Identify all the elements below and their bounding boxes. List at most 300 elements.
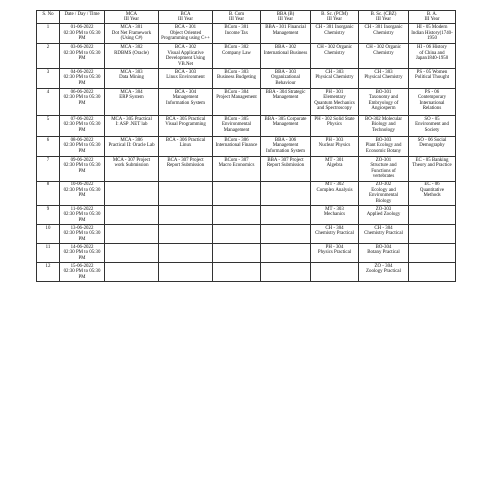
paper-cell [105, 115, 159, 136]
header-text: III Year [124, 17, 139, 23]
serial-number: 12 [37, 262, 60, 281]
header-text: III Year [178, 17, 193, 23]
paper-text: MT - 302 [325, 182, 344, 188]
table-row [37, 206, 456, 225]
header-text: B. Sc. (CBZ) [370, 11, 397, 17]
paper-text: Botany Practical [367, 250, 400, 256]
serial-number: 5 [37, 115, 60, 136]
paper-text: Management [272, 143, 299, 149]
paper-cell [359, 262, 409, 281]
date-line: PM [78, 236, 86, 242]
header-row [37, 11, 456, 24]
header-text: B. A. [426, 11, 438, 17]
column-header [105, 11, 159, 24]
paper-text: BO-304 [375, 244, 392, 250]
paper-cell [159, 181, 213, 206]
paper-text: Management [223, 127, 250, 133]
paper-text: Visual Programming [165, 122, 206, 128]
paper-cell [359, 115, 409, 136]
paper-text: MCA - 302 [120, 44, 143, 50]
paper-text: Linux [179, 143, 192, 149]
paper-text: Business Budgeting [217, 75, 256, 81]
paper-cell [409, 206, 456, 225]
paper-text: CH - 301 Inorganic [364, 24, 403, 30]
date-line: 02:30 PM to 05:30 [63, 250, 101, 256]
paper-text: Behaviour [275, 80, 296, 86]
serial-number: 1 [37, 24, 60, 44]
date-line: 03-06-2022 [70, 44, 94, 50]
paper-cell [213, 181, 261, 206]
paper-cell [213, 225, 261, 244]
paper-text: Nuclear Physics [318, 143, 351, 149]
date-line: 10-06-2022 [70, 182, 94, 188]
header-text: B. Com [228, 11, 245, 17]
paper-cell [159, 24, 213, 44]
paper-text: BBA - 304 Strategic [265, 89, 306, 95]
timetable-body [37, 24, 456, 282]
timetable [36, 10, 456, 282]
paper-text: Applied Zoology [366, 212, 401, 218]
paper-text: Relations [422, 106, 442, 112]
paper-cell [213, 156, 261, 181]
paper-text: CH - 303 [374, 69, 393, 75]
paper-text: CH - 302 Organic [365, 44, 402, 50]
header-text: MCA [125, 11, 138, 17]
header-text: III Year [327, 17, 342, 23]
serial-number: 7 [37, 156, 60, 181]
paper-text: CH - 304 [325, 225, 344, 231]
date-line: PM [78, 80, 86, 86]
column-header [159, 11, 213, 24]
serial-number: 8 [37, 181, 60, 206]
paper-text: Physical Chemistry [315, 75, 354, 81]
paper-cell [409, 244, 456, 263]
paper-cell [359, 44, 409, 69]
paper-cell [213, 136, 261, 156]
paper-text: MCA - 303 [120, 69, 143, 75]
paper-text: Physical Chemistry [364, 75, 403, 81]
paper-cell [359, 156, 409, 181]
paper-text: Programming using C++ [161, 36, 210, 42]
paper-cell [261, 24, 311, 44]
paper-text: PS - 06 [424, 89, 440, 95]
table-row [37, 156, 456, 181]
paper-text: I: ASP .NET lab [115, 122, 148, 128]
table-row [37, 136, 456, 156]
paper-text: Information System [166, 100, 205, 106]
paper-text: Functions of [371, 168, 396, 174]
paper-cell [213, 206, 261, 225]
paper-text: BCom - 302 [224, 44, 249, 50]
paper-text: Physics Practical [317, 250, 352, 256]
paper-text: Information System [266, 148, 305, 154]
paper-cell [311, 156, 359, 181]
serial-number: 2 [37, 44, 60, 69]
date-line: PM [78, 148, 86, 154]
paper-text: Chemistry [324, 30, 345, 36]
paper-text: ZO-303 [375, 206, 392, 212]
paper-text: (Using C#) [120, 36, 143, 42]
paper-text: PH - 304 [325, 244, 344, 250]
paper-cell [359, 88, 409, 115]
date-line: 02:30 PM to 05:30 [63, 269, 101, 275]
paper-text: Management [172, 95, 199, 101]
date-line: 02:30 PM to 05:30 [63, 122, 101, 128]
paper-text: Taxonomy and [368, 95, 399, 101]
table-row [37, 68, 456, 88]
paper-text: PH - 301 [325, 89, 344, 95]
paper-cell [311, 181, 359, 206]
paper-text: Environmental [221, 122, 252, 128]
paper-text: MT - 301 [325, 157, 344, 163]
paper-text: BBA - 303 [274, 69, 297, 75]
paper-text: and Spectroscopy [317, 106, 352, 112]
paper-cell [311, 68, 359, 88]
paper-text: Chemistry Practical [315, 231, 354, 237]
header-text: III Year [278, 17, 293, 23]
paper-cell [409, 24, 456, 44]
paper-text: BCA - 302 [174, 44, 197, 50]
paper-text: EC - 06 [424, 182, 440, 188]
date-line: 02:30 PM to 05:30 [63, 50, 101, 56]
paper-text: Structure and [370, 163, 397, 169]
column-header [311, 11, 359, 24]
paper-text: Plant Ecology and [365, 143, 402, 149]
paper-text: PH - 302 Solid State [314, 116, 355, 122]
paper-cell [159, 156, 213, 181]
paper-text: BCom - 301 [224, 24, 249, 30]
header-text: Date / Day / Time [64, 11, 100, 17]
exam-date-time [60, 262, 105, 281]
paper-cell [105, 181, 159, 206]
paper-cell [105, 156, 159, 181]
paper-text: ZO-301 [375, 157, 392, 163]
paper-cell [409, 68, 456, 88]
paper-text: Linux Environment [166, 75, 205, 81]
paper-text: Economic Botany [365, 148, 402, 154]
paper-text: Environmental [368, 193, 399, 199]
paper-cell [311, 88, 359, 115]
paper-cell [409, 262, 456, 281]
paper-cell [409, 181, 456, 206]
paper-cell [261, 44, 311, 69]
paper-text: Mechanics [323, 212, 346, 218]
paper-cell [159, 68, 213, 88]
paper-text: EC - 05 Banking [415, 157, 449, 163]
paper-text: BCA - 305 Practical [165, 116, 206, 122]
serial-number: 3 [37, 68, 60, 88]
paper-cell [311, 115, 359, 136]
date-line: 07-06-2022 [70, 116, 94, 122]
paper-cell [159, 225, 213, 244]
paper-text: Methods [423, 193, 441, 199]
serial-number: 9 [37, 206, 60, 225]
date-line: PM [78, 36, 86, 42]
exam-date-time [60, 68, 105, 88]
paper-cell [105, 225, 159, 244]
paper-text: SO - 06 Social [417, 137, 447, 143]
paper-text: PS - 05 Women [416, 69, 448, 75]
paper-text: BBA - 301 Financial [265, 24, 306, 30]
date-line: 15-06-2022 [70, 263, 94, 269]
exam-date-time [60, 136, 105, 156]
paper-text: International Business [263, 50, 308, 56]
paper-cell [159, 206, 213, 225]
paper-text: Environment and [415, 122, 449, 128]
paper-cell [261, 156, 311, 181]
date-line: PM [78, 255, 86, 261]
date-line: 02:30 PM to 05:30 [63, 187, 101, 193]
header-text: S. No [42, 11, 54, 17]
paper-text: Theory and Practice [412, 163, 452, 169]
paper-text: Physics [327, 122, 342, 128]
paper-text: Technology [371, 127, 396, 133]
date-line: PM [78, 193, 86, 199]
paper-cell [213, 244, 261, 263]
paper-text: BBA - 302 [274, 44, 297, 50]
date-line: 02:30 PM to 05:30 [63, 75, 101, 81]
paper-text: Project Management [216, 95, 257, 101]
paper-cell [159, 115, 213, 136]
paper-text: BO-303 [375, 137, 392, 143]
header-text: BCA [180, 11, 191, 17]
paper-cell [311, 24, 359, 44]
paper-text: BCA - 303 [174, 69, 197, 75]
paper-text: MT - 303 [325, 206, 344, 212]
paper-cell [213, 262, 261, 281]
header-text: B. Sc. (PCM) [321, 11, 348, 17]
paper-text: BCom - 305 [224, 116, 249, 122]
paper-cell [159, 88, 213, 115]
paper-cell [311, 244, 359, 263]
paper-cell [409, 156, 456, 181]
paper-cell [213, 68, 261, 88]
paper-text: MCA - 305 Practical [111, 116, 152, 122]
paper-cell [409, 225, 456, 244]
paper-text: BO-302 Molecular [364, 116, 403, 122]
paper-text: BCom - 304 [224, 89, 249, 95]
column-header [60, 11, 105, 24]
date-line: 08-06-2022 [70, 137, 94, 143]
header-text: BBA (B) [276, 11, 295, 17]
paper-text: of China and [419, 50, 445, 56]
paper-text: BBA - 305 Corporate [264, 116, 307, 122]
paper-text: Organizational [271, 75, 300, 81]
paper-text: Visual Applicative [167, 50, 204, 56]
column-header [37, 11, 60, 24]
paper-cell [261, 225, 311, 244]
exam-date-time [60, 181, 105, 206]
paper-text: Chemistry Practical [364, 231, 403, 237]
paper-text: BCA - 301 [174, 24, 197, 30]
paper-cell [159, 136, 213, 156]
paper-text: Society [424, 127, 440, 133]
date-line: PM [78, 56, 86, 62]
paper-text: work Submission [114, 163, 149, 169]
paper-text: 1950 [427, 36, 437, 42]
paper-text: MCA - 306 [120, 137, 143, 143]
paper-text: Report Submission [266, 163, 305, 169]
paper-text: Indian History(1740- [411, 30, 453, 36]
column-header [359, 11, 409, 24]
paper-cell [311, 136, 359, 156]
paper-cell [359, 181, 409, 206]
paper-text: BCom - 306 [224, 137, 249, 143]
date-line: PM [78, 100, 86, 106]
paper-text: Income Tax [224, 30, 249, 36]
date-line: 02:30 PM to 05:30 [63, 30, 101, 36]
paper-text: SO - 05 [424, 116, 440, 122]
table-row [37, 244, 456, 263]
paper-text: Quantum Mechanics [314, 100, 355, 106]
paper-text: Chemistry [373, 50, 394, 56]
exam-date-time [60, 44, 105, 69]
paper-text: CH - 304 [374, 225, 393, 231]
paper-cell [213, 44, 261, 69]
paper-text: Macro Economics [218, 163, 255, 169]
date-line: PM [78, 274, 86, 280]
paper-cell [105, 206, 159, 225]
paper-text: ERP System [119, 95, 144, 101]
serial-number: 10 [37, 225, 60, 244]
paper-cell [359, 206, 409, 225]
paper-text: Embryology of [368, 100, 399, 106]
paper-cell [105, 68, 159, 88]
paper-text: Biology [375, 198, 392, 204]
paper-text: BBA - 307 Project [267, 157, 304, 163]
paper-text: ZO-302 [375, 182, 392, 188]
paper-cell [311, 206, 359, 225]
paper-cell [359, 244, 409, 263]
paper-text: ZO - 304 [374, 263, 393, 269]
date-line: 11-06-2022 [70, 206, 94, 212]
paper-text: Company Law [222, 50, 251, 56]
paper-text: vertebrates [372, 174, 395, 180]
date-line: 14-06-2022 [70, 244, 94, 250]
paper-cell [359, 136, 409, 156]
paper-text: Biology and [371, 122, 396, 128]
exam-date-time [60, 88, 105, 115]
paper-text: Complex Analysis [316, 187, 353, 193]
paper-cell [261, 115, 311, 136]
serial-number: 11 [37, 244, 60, 263]
paper-text: BO-301 [375, 89, 392, 95]
paper-text: International Finance [215, 143, 258, 149]
paper-text: Political Thought [414, 75, 449, 81]
serial-number: 6 [37, 136, 60, 156]
paper-cell [311, 44, 359, 69]
paper-text: BCA - 306 Practical [165, 137, 206, 143]
date-line: 02:30 PM to 05:30 [63, 163, 101, 169]
date-line: PM [78, 127, 86, 133]
paper-text: Demography [419, 143, 445, 149]
exam-date-time [60, 115, 105, 136]
paper-cell [359, 225, 409, 244]
header-text: III Year [424, 17, 440, 23]
paper-cell [105, 88, 159, 115]
paper-text: VB.Net [177, 61, 194, 67]
exam-date-time [60, 244, 105, 263]
paper-text: CH - 302 Organic [316, 44, 353, 50]
exam-date-time [60, 225, 105, 244]
paper-cell [261, 88, 311, 115]
table-row [37, 181, 456, 206]
paper-cell [311, 262, 359, 281]
paper-text: MCA - 304 [120, 89, 143, 95]
paper-cell [159, 244, 213, 263]
paper-text: Japan1840-1950 [415, 56, 449, 62]
header-text: III Year [376, 17, 391, 23]
date-line: 13-06-2022 [70, 225, 94, 231]
paper-text: Object Oriented [169, 30, 202, 36]
paper-text: Ecology and [371, 187, 396, 193]
date-line: 04-06-2022 [70, 69, 94, 75]
paper-cell [409, 115, 456, 136]
paper-cell [213, 24, 261, 44]
paper-text: MCA - 301 [120, 24, 143, 30]
paper-text: CH - 303 [325, 69, 344, 75]
paper-cell [105, 262, 159, 281]
paper-text: CH - 301 Inorganic [315, 24, 354, 30]
column-header [213, 11, 261, 24]
paper-text: Angiosperm [371, 106, 396, 112]
table-row [37, 24, 456, 44]
paper-cell [311, 225, 359, 244]
date-line: 09-06-2022 [70, 157, 94, 163]
paper-cell [261, 244, 311, 263]
exam-date-time [60, 156, 105, 181]
paper-cell [159, 262, 213, 281]
table-row [37, 225, 456, 244]
date-line: 02:30 PM to 05:30 [63, 231, 101, 237]
paper-cell [261, 262, 311, 281]
paper-text: Development Using [165, 56, 206, 62]
paper-cell [213, 115, 261, 136]
paper-cell [409, 136, 456, 156]
column-header [409, 11, 456, 24]
paper-text: Practical II: Oracle Lab [108, 143, 155, 149]
paper-text: HI - 05 Modern [416, 24, 448, 30]
table-row [37, 262, 456, 281]
paper-text: Elementary [323, 95, 346, 101]
date-line: PM [78, 168, 86, 174]
paper-text: Contemporary [417, 95, 447, 101]
paper-cell [261, 181, 311, 206]
header-text: III Year [229, 17, 244, 23]
date-line: 02:30 PM to 05:30 [63, 143, 101, 149]
paper-text: Management [272, 122, 299, 128]
paper-text: Quantitative [419, 187, 445, 193]
paper-text: Chemistry [324, 50, 345, 56]
paper-text: Report Submission [166, 163, 205, 169]
paper-cell [409, 44, 456, 69]
paper-cell [261, 136, 311, 156]
paper-cell [261, 206, 311, 225]
paper-text: BCom - 307 [224, 157, 249, 163]
paper-cell [159, 44, 213, 69]
paper-cell [359, 68, 409, 88]
table-row [37, 115, 456, 136]
paper-text: Chemistry [373, 30, 394, 36]
paper-text: International [419, 100, 445, 106]
paper-text: BBA - 306 [274, 137, 297, 143]
paper-cell [105, 136, 159, 156]
paper-text: BCA - 304 [174, 89, 197, 95]
paper-text: BCA - 307 Project [167, 157, 204, 163]
paper-text: RDBMS (Oracle) [114, 50, 149, 56]
exam-date-time [60, 24, 105, 44]
paper-text: MCA - 307 Project [112, 157, 151, 163]
